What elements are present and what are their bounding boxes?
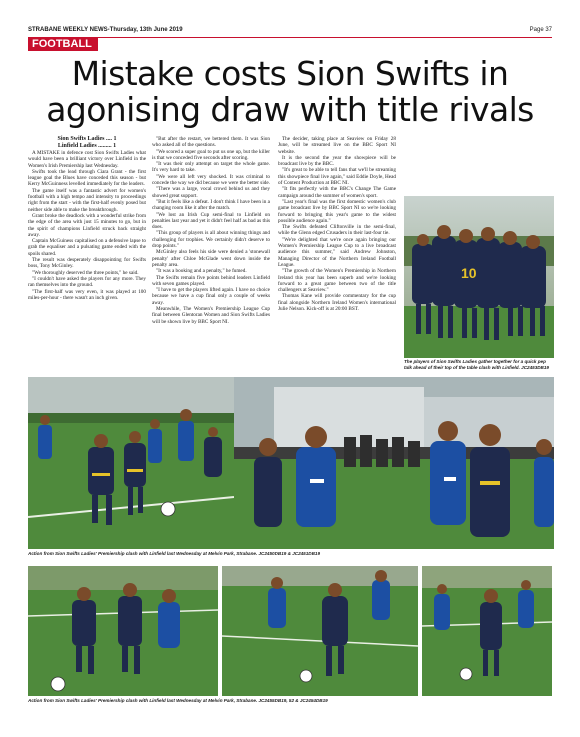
column-1-body bbox=[28, 150, 146, 301]
headline bbox=[28, 56, 552, 128]
headline-line-1: Mistake costs Sion Swifts in bbox=[71, 54, 509, 93]
paragraph: "It was a booking and a penalty," he fumed. bbox=[156, 268, 247, 275]
paragraph: McGinley also feels his side were denied a 'stonewall penalty' after Chloe McGlade went down inside the penalty area. bbox=[152, 249, 270, 268]
paragraph: "But after the restart, we bettered them. It was Sion who asked all of the questions. bbox=[152, 136, 270, 149]
headline-line-2: agonising draw with title rivals bbox=[46, 90, 534, 129]
paragraph: "It was their only attempt on target the whole game. It's very hard to take. bbox=[152, 161, 270, 174]
page-header bbox=[28, 27, 552, 37]
article-column-1 bbox=[28, 136, 146, 301]
article-column-2 bbox=[152, 136, 270, 325]
paragraph: The game itself was a fantastic advert for women's football with a high tempo and intensity to proceedings right from the start - with the first-half evenly posed but neither side able to make the breakthrough. bbox=[28, 187, 146, 213]
match-photo-bottom-right bbox=[422, 566, 552, 696]
paragraph: "The growth of the Women's Premiership in Northern Ireland this year has been superb and we're looking forward to a great game between two of the title challengers at Seaview." bbox=[278, 268, 396, 294]
publication-line: STRABANE WEEKLY NEWS-Thursday, 13th June 2019 bbox=[28, 27, 183, 33]
paragraph: "We thoroughly deserved the three points," he said. bbox=[32, 269, 139, 276]
column-3-body bbox=[278, 136, 396, 312]
paragraph: "There was a large, vocal crowd behind us and they showed great support. bbox=[152, 186, 270, 199]
paragraph: The result was desperately disappointing for Swifts boss, Tony McGinley. bbox=[28, 257, 146, 270]
paragraph: It is the second the year the showpiece will be broadcast live by the BBC. bbox=[278, 154, 396, 168]
bottom-caption: Action from Sion Swifts Ladies' Premiership clash with Linfield last Wednesday at Melvin Park, Strabane. JC2455DB19, 52 & JC2454DB19 bbox=[28, 698, 328, 703]
paragraph: The Swifts defeated Cliftonville in the semi-final, while the Glenn edged Crusaders in their last-four tie. bbox=[278, 224, 396, 237]
paragraph: Meanwhile, The Women's Premiership League Cup final between Glentoran Women and Sion Swifts Ladies will be shown live by BBC Sport NI. bbox=[152, 306, 270, 325]
match-photo-bottom-middle bbox=[222, 566, 418, 696]
paragraph: "Last year's final was the first domestic women's club game broadcast live by BBC Sport NI so we're looking forward to bringing this year's game to the widest possible audience again." bbox=[278, 198, 396, 224]
paragraph: "We scored a super goal to put us one up, but the killer is that we conceded five seconds after scoring. bbox=[152, 148, 270, 161]
paragraph: Thomas Kane will provide commentary for the cup final alongside Northern Ireland Women's international Julie Nelson. Kick-off is at 20:00 BST. bbox=[278, 293, 396, 313]
paragraph: "We lost an Irish Cup semi-final to Linfield on penalties last year and yet it didn't feel half as bad as this does. bbox=[152, 211, 270, 231]
paragraph: "I couldn't have asked the players for any more. They ran themselves into the ground. bbox=[28, 275, 146, 289]
article-column-3 bbox=[278, 136, 396, 312]
paragraph: "This group of players is all about winning things and challenging for trophies. We certainly didn't deserve to drop points." bbox=[152, 230, 270, 250]
paragraph: "It fits perfectly with the BBC's Change The Game campaign around the summer of women's sport. bbox=[278, 186, 396, 199]
match-photo-left bbox=[28, 377, 234, 549]
paragraph: Grant broke the deadlock with a wonderful strike from the edge of the area with just 15 minutes to go, but in the spirit of champions Linfield struck back straight away. bbox=[28, 212, 146, 238]
score-line-1: Sion Swifts Ladies .... 1 bbox=[57, 136, 117, 142]
paragraph: The decider, taking place at Seaview on Friday 28 June, will be streamed live on the BBC Sport NI website. bbox=[278, 136, 396, 155]
paragraph: Captain McGuiness capitalised on a defensive lapse to grab the equaliser and a pulsating game ended with the spoils shared. bbox=[28, 238, 146, 257]
paragraph: "I have to get the players lifted again. I have no choice because we have a cup final only a couple of weeks away. bbox=[152, 287, 270, 306]
paragraph: "It's great to be able to tell fans that we'll be streaming this showpiece final live again," said Eddie Doyle, Head of Content Production at BBC NI. bbox=[278, 167, 396, 187]
paragraph: "We're delighted that we're once again bringing our Women's Premiership League Cup to a live broadcast audience this summer," said Andrew Johnston, Managing Director of the Northern Ireland Football League. bbox=[278, 236, 396, 268]
huddle-photo bbox=[404, 196, 554, 358]
paragraph: "But it feels like a defeat. I don't think I have been in a changing room like it after the match. bbox=[152, 198, 270, 212]
paragraph: "We were all left very shocked. It was criminal to concede the way we did because we were the better side. bbox=[152, 173, 270, 187]
middle-caption: Action from Sion Swifts Ladies' Premiership clash with Linfield last Wednesday at Melvin Park, Strabane. JC2450DB19 & JC2451DB19 bbox=[28, 551, 321, 556]
svg-text:10: 10 bbox=[461, 265, 477, 281]
column-2-body bbox=[152, 136, 270, 325]
huddle-caption: The players of Sion Swifts Ladies gather together for a quick pep talk ahead of their top of the table clash with Linfield. JC2453DB19 bbox=[404, 359, 549, 370]
match-photo-right bbox=[234, 377, 554, 549]
match-photo-bottom-left bbox=[28, 566, 218, 696]
paragraph: A MISTAKE in defence cost Sion Swifts Ladies what would have been a brilliant victory over Linfield in the Women's Irish Premiership last Wednesday. bbox=[28, 150, 146, 169]
paragraph: "The first-half was very even, it was played at 100 miles-per-hour - there wasn't an inch given. bbox=[28, 288, 146, 301]
score-line-2: Linfield Ladies ......... 1 bbox=[57, 143, 117, 149]
section-bar bbox=[28, 37, 552, 51]
paragraph: The Swifts remain five points behind leaders Linfield with seven games played. bbox=[152, 274, 270, 287]
section-label: FOOTBALL bbox=[28, 38, 98, 51]
page-number: Page 37 bbox=[529, 27, 552, 33]
paragraph: Swifts took the lead through Ciara Grant - the first league goal the Blues have conceded this season - but Kerry McGuinness levelled immediately for the leaders. bbox=[28, 168, 146, 188]
